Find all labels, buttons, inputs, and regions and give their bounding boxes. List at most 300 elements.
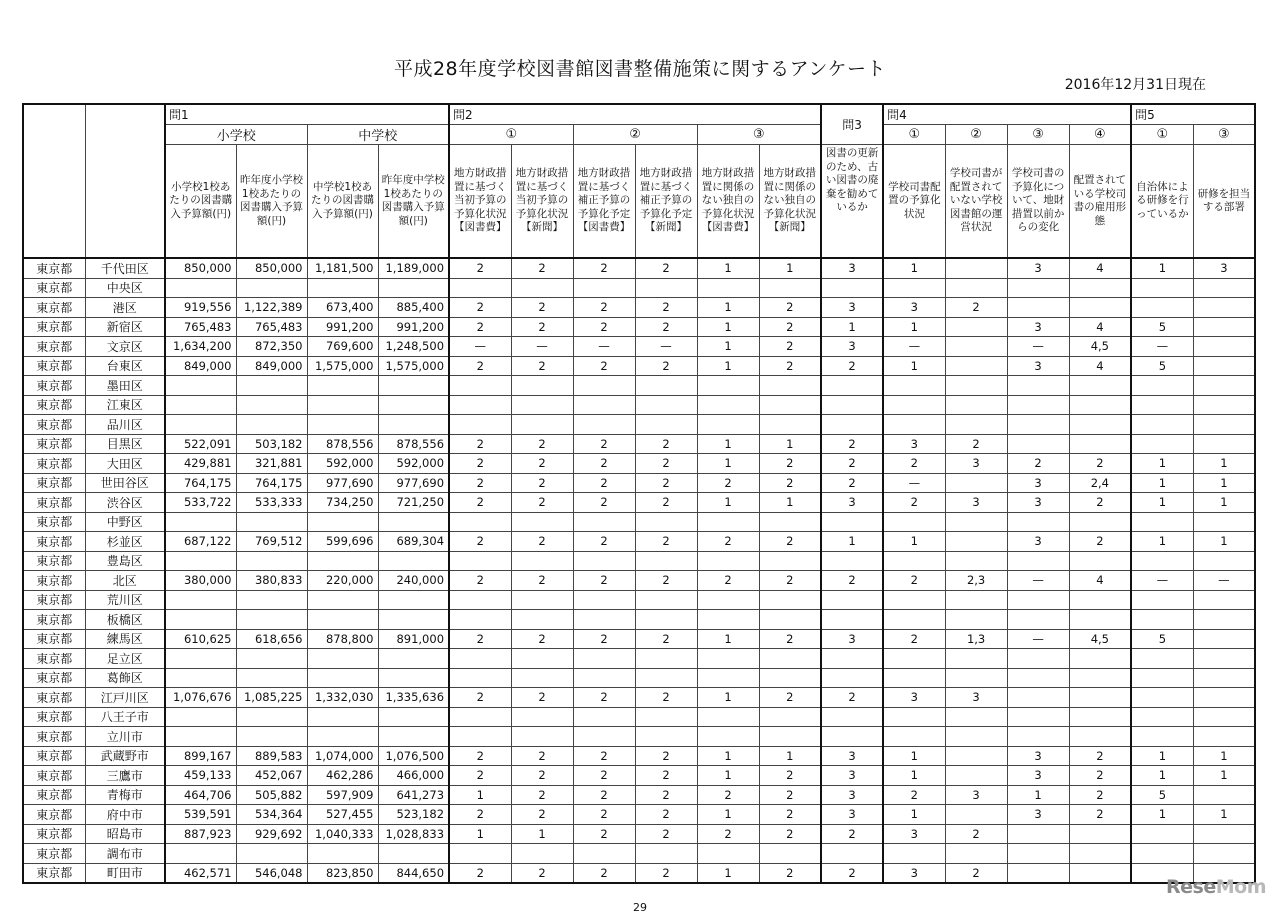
data-cell: 3: [821, 785, 883, 805]
data-cell: [307, 668, 378, 688]
data-cell: 2: [573, 805, 635, 825]
data-cell: 2: [635, 473, 697, 493]
data-cell: 1: [759, 434, 821, 454]
data-cell: [697, 590, 759, 610]
data-cell: 539,591: [165, 805, 236, 825]
data-cell: 2: [573, 863, 635, 883]
data-cell: [1131, 610, 1193, 630]
data-cell: 734,250: [307, 493, 378, 513]
data-cell: [635, 844, 697, 864]
data-cell: [945, 532, 1007, 552]
data-cell: 1: [821, 317, 883, 337]
table-row: [23, 454, 1255, 474]
city-cell: 葛飾区: [85, 668, 165, 688]
data-cell: [945, 473, 1007, 493]
data-cell: 1: [449, 785, 511, 805]
data-cell: —: [1131, 337, 1193, 357]
data-cell: 1: [1131, 454, 1193, 474]
data-cell: 3: [883, 298, 945, 318]
column-header: 地方財政措置に基づく当初予算の予算化状況【新聞】: [511, 145, 573, 259]
data-cell: [378, 376, 449, 396]
data-cell: [945, 805, 1007, 825]
data-cell: 1: [697, 317, 759, 337]
data-cell: 1: [1193, 493, 1255, 513]
data-cell: [511, 844, 573, 864]
data-cell: 597,909: [307, 785, 378, 805]
data-cell: 2: [759, 824, 821, 844]
data-cell: 1: [1131, 766, 1193, 786]
data-cell: 1: [697, 766, 759, 786]
data-cell: 2: [635, 824, 697, 844]
data-cell: 2: [511, 473, 573, 493]
city-cell: 文京区: [85, 337, 165, 357]
prefecture-cell: 東京都: [23, 473, 85, 493]
data-cell: [1069, 395, 1131, 415]
table-row: [23, 278, 1255, 298]
data-cell: 977,690: [378, 473, 449, 493]
column-header: 地方財政措置に関係のない独自の予算化状況【新聞】: [759, 145, 821, 259]
data-cell: 2: [883, 493, 945, 513]
data-cell: 2: [635, 298, 697, 318]
table-row: [23, 337, 1255, 357]
data-cell: [449, 395, 511, 415]
data-cell: [1069, 434, 1131, 454]
data-cell: —: [1007, 629, 1069, 649]
data-cell: 2: [883, 454, 945, 474]
prefecture-cell: 東京都: [23, 610, 85, 630]
data-cell: 2: [759, 454, 821, 474]
header-q5-1: ①: [1131, 125, 1193, 145]
data-cell: 2: [449, 493, 511, 513]
table-row: [23, 532, 1255, 552]
data-cell: 1: [883, 805, 945, 825]
data-cell: 3: [821, 746, 883, 766]
data-cell: [307, 590, 378, 610]
data-cell: 2,4: [1069, 473, 1131, 493]
data-cell: 1: [1131, 493, 1193, 513]
data-cell: 462,571: [165, 863, 236, 883]
data-cell: 2: [1007, 454, 1069, 474]
data-cell: [449, 415, 511, 435]
data-cell: [378, 610, 449, 630]
table-row: [23, 805, 1255, 825]
data-cell: [1069, 649, 1131, 669]
data-cell: 1,575,000: [307, 356, 378, 376]
data-cell: [1193, 590, 1255, 610]
data-cell: 1: [697, 356, 759, 376]
data-cell: [511, 512, 573, 532]
data-cell: [1131, 590, 1193, 610]
data-cell: [573, 844, 635, 864]
prefecture-cell: 東京都: [23, 863, 85, 883]
data-cell: 2: [449, 434, 511, 454]
data-cell: 2: [759, 571, 821, 591]
data-cell: [635, 512, 697, 532]
data-cell: [635, 415, 697, 435]
column-header: 学校司書配置の予算化状況: [883, 145, 945, 259]
data-cell: [945, 727, 1007, 747]
city-cell: 武蔵野市: [85, 746, 165, 766]
data-cell: [1007, 590, 1069, 610]
data-cell: [307, 551, 378, 571]
data-cell: 2: [635, 746, 697, 766]
data-cell: 2: [821, 473, 883, 493]
data-cell: 2: [511, 298, 573, 318]
data-cell: —: [1193, 571, 1255, 591]
data-cell: [697, 649, 759, 669]
data-cell: [1193, 298, 1255, 318]
data-cell: 464,706: [165, 785, 236, 805]
prefecture-cell: 東京都: [23, 707, 85, 727]
city-cell: 目黒区: [85, 434, 165, 454]
data-cell: 1: [1131, 532, 1193, 552]
prefecture-cell: 東京都: [23, 571, 85, 591]
city-cell: 千代田区: [85, 258, 165, 278]
data-cell: [378, 415, 449, 435]
data-cell: [1069, 727, 1131, 747]
data-cell: 1: [697, 805, 759, 825]
data-cell: [1007, 727, 1069, 747]
data-cell: [883, 590, 945, 610]
data-cell: [945, 668, 1007, 688]
data-cell: 459,133: [165, 766, 236, 786]
data-cell: [1069, 844, 1131, 864]
data-cell: 887,923: [165, 824, 236, 844]
data-cell: 1: [821, 532, 883, 552]
data-cell: [1007, 707, 1069, 727]
data-cell: 1,122,389: [236, 298, 307, 318]
header-elementary: 小学校: [165, 125, 307, 145]
data-cell: [883, 512, 945, 532]
prefecture-cell: 東京都: [23, 434, 85, 454]
data-cell: 3: [883, 824, 945, 844]
data-cell: [378, 668, 449, 688]
prefecture-cell: 東京都: [23, 512, 85, 532]
data-cell: [511, 551, 573, 571]
data-cell: 3: [945, 454, 1007, 474]
data-cell: —: [573, 337, 635, 357]
data-cell: [1131, 434, 1193, 454]
table-row: [23, 473, 1255, 493]
city-cell: 台東区: [85, 356, 165, 376]
data-cell: 2: [511, 356, 573, 376]
data-cell: [759, 395, 821, 415]
data-cell: 2: [573, 571, 635, 591]
data-cell: 2: [759, 688, 821, 708]
column-header: 配置されている学校司書の雇用形態: [1069, 145, 1131, 259]
data-cell: [378, 512, 449, 532]
data-cell: [449, 376, 511, 396]
data-cell: [573, 649, 635, 669]
table-row: [23, 610, 1255, 630]
city-cell: 世田谷区: [85, 473, 165, 493]
prefecture-cell: 東京都: [23, 805, 85, 825]
data-cell: 1: [697, 688, 759, 708]
data-cell: 2: [635, 766, 697, 786]
table-row: [23, 434, 1255, 454]
data-cell: 2: [883, 571, 945, 591]
data-cell: 452,067: [236, 766, 307, 786]
data-cell: 2: [821, 356, 883, 376]
table-row: [23, 493, 1255, 513]
city-cell: 大田区: [85, 454, 165, 474]
data-cell: 1: [449, 824, 511, 844]
data-cell: 429,881: [165, 454, 236, 474]
data-cell: 878,800: [307, 629, 378, 649]
table-row: [23, 298, 1255, 318]
column-header: 地方財政措置に基づく補正予算の予算化予定【新聞】: [635, 145, 697, 259]
data-cell: [945, 707, 1007, 727]
data-cell: [1193, 337, 1255, 357]
logo-text-2: Mom: [1215, 876, 1266, 898]
data-cell: 1,189,000: [378, 258, 449, 278]
prefecture-cell: 東京都: [23, 727, 85, 747]
data-cell: [236, 512, 307, 532]
data-cell: [1193, 395, 1255, 415]
data-cell: [635, 649, 697, 669]
data-cell: 844,650: [378, 863, 449, 883]
table-row: [23, 844, 1255, 864]
prefecture-cell: 東京都: [23, 493, 85, 513]
data-cell: 2: [697, 532, 759, 552]
data-cell: [945, 337, 1007, 357]
data-cell: [759, 707, 821, 727]
city-cell: 中央区: [85, 278, 165, 298]
data-cell: [821, 668, 883, 688]
data-cell: [697, 844, 759, 864]
data-cell: 2: [573, 532, 635, 552]
table-row: [23, 727, 1255, 747]
data-cell: [883, 610, 945, 630]
data-cell: [378, 590, 449, 610]
data-cell: [307, 649, 378, 669]
header-q5-3: ③: [1193, 125, 1255, 145]
data-cell: [449, 551, 511, 571]
data-cell: 380,833: [236, 571, 307, 591]
table-row: [23, 590, 1255, 610]
data-cell: 380,000: [165, 571, 236, 591]
data-cell: [1131, 512, 1193, 532]
data-cell: 2: [821, 454, 883, 474]
prefecture-cell: 東京都: [23, 454, 85, 474]
data-cell: [883, 395, 945, 415]
data-cell: [573, 727, 635, 747]
data-cell: 2: [449, 298, 511, 318]
data-cell: 546,048: [236, 863, 307, 883]
data-cell: [449, 727, 511, 747]
data-cell: 2: [511, 454, 573, 474]
data-cell: [1007, 415, 1069, 435]
data-cell: 1: [1193, 454, 1255, 474]
data-cell: [945, 512, 1007, 532]
data-cell: 2: [635, 785, 697, 805]
data-cell: [1007, 395, 1069, 415]
data-cell: [573, 668, 635, 688]
data-cell: 2: [1069, 746, 1131, 766]
data-cell: [449, 668, 511, 688]
data-cell: 885,400: [378, 298, 449, 318]
data-cell: 2: [635, 434, 697, 454]
data-cell: 769,600: [307, 337, 378, 357]
data-cell: 1: [697, 863, 759, 883]
data-cell: 878,556: [307, 434, 378, 454]
data-cell: 2: [821, 571, 883, 591]
data-cell: [1069, 415, 1131, 435]
data-cell: 2: [697, 473, 759, 493]
data-cell: [945, 258, 1007, 278]
data-cell: 2: [511, 688, 573, 708]
data-cell: 1,575,000: [378, 356, 449, 376]
data-cell: —: [883, 473, 945, 493]
city-cell: 港区: [85, 298, 165, 318]
data-cell: [511, 649, 573, 669]
data-cell: —: [449, 337, 511, 357]
data-cell: [165, 376, 236, 396]
data-cell: 2: [573, 317, 635, 337]
data-cell: —: [1007, 571, 1069, 591]
header-q1: 問1: [165, 104, 449, 125]
data-cell: [165, 278, 236, 298]
data-cell: [821, 649, 883, 669]
data-cell: [449, 707, 511, 727]
data-cell: 2: [449, 766, 511, 786]
city-cell: 町田市: [85, 863, 165, 883]
data-cell: 2: [759, 473, 821, 493]
data-cell: 2: [573, 258, 635, 278]
column-header: 学校司書の予算化について、地財措置以前からの変化: [1007, 145, 1069, 259]
header-city: [85, 104, 165, 258]
data-cell: [697, 610, 759, 630]
data-cell: [307, 844, 378, 864]
prefecture-cell: 東京都: [23, 590, 85, 610]
city-cell: 昭島市: [85, 824, 165, 844]
data-cell: [1069, 551, 1131, 571]
data-cell: 523,182: [378, 805, 449, 825]
data-cell: 641,273: [378, 785, 449, 805]
table-row: [23, 766, 1255, 786]
data-cell: 5: [1131, 317, 1193, 337]
prefecture-cell: 東京都: [23, 317, 85, 337]
data-cell: 2: [449, 688, 511, 708]
data-cell: 1: [883, 532, 945, 552]
data-cell: [1007, 844, 1069, 864]
data-cell: [1193, 434, 1255, 454]
data-cell: 673,400: [307, 298, 378, 318]
data-cell: 2: [635, 805, 697, 825]
data-cell: 2: [511, 258, 573, 278]
data-cell: [697, 551, 759, 571]
table-row: [23, 785, 1255, 805]
data-cell: 1,076,676: [165, 688, 236, 708]
data-cell: 2: [759, 805, 821, 825]
data-cell: [883, 844, 945, 864]
data-cell: [697, 512, 759, 532]
data-cell: 1: [1193, 473, 1255, 493]
data-cell: —: [635, 337, 697, 357]
header-q2: 問2: [449, 104, 821, 125]
data-cell: [1131, 727, 1193, 747]
data-cell: [236, 668, 307, 688]
data-cell: [1007, 434, 1069, 454]
data-cell: [635, 727, 697, 747]
data-cell: 2: [449, 863, 511, 883]
data-cell: 1: [883, 317, 945, 337]
data-cell: [236, 610, 307, 630]
data-cell: [1131, 668, 1193, 688]
data-cell: 2: [449, 317, 511, 337]
data-cell: 1: [697, 493, 759, 513]
data-cell: 3: [821, 258, 883, 278]
data-cell: 4: [1069, 317, 1131, 337]
data-cell: 1,076,500: [378, 746, 449, 766]
data-cell: [511, 707, 573, 727]
table-row: [23, 317, 1255, 337]
data-cell: [945, 746, 1007, 766]
data-cell: 321,881: [236, 454, 307, 474]
data-cell: [236, 707, 307, 727]
data-cell: 3: [883, 434, 945, 454]
city-cell: 府中市: [85, 805, 165, 825]
data-cell: 850,000: [236, 258, 307, 278]
data-cell: 765,483: [165, 317, 236, 337]
data-cell: [1069, 298, 1131, 318]
prefecture-cell: 東京都: [23, 395, 85, 415]
data-cell: [1007, 824, 1069, 844]
data-cell: [759, 610, 821, 630]
data-cell: 3: [1007, 473, 1069, 493]
data-cell: 2: [449, 356, 511, 376]
data-cell: [307, 278, 378, 298]
data-cell: [697, 415, 759, 435]
data-cell: [378, 395, 449, 415]
data-cell: [1007, 298, 1069, 318]
data-cell: 991,200: [307, 317, 378, 337]
prefecture-cell: 東京都: [23, 824, 85, 844]
data-cell: 2: [1069, 493, 1131, 513]
data-cell: 2: [945, 434, 1007, 454]
data-cell: 5: [1131, 356, 1193, 376]
data-cell: 2,3: [945, 571, 1007, 591]
data-cell: [511, 727, 573, 747]
data-cell: 466,000: [378, 766, 449, 786]
data-cell: 1,040,333: [307, 824, 378, 844]
data-cell: [1069, 668, 1131, 688]
data-cell: 4,5: [1069, 337, 1131, 357]
data-cell: [697, 727, 759, 747]
prefecture-cell: 東京都: [23, 746, 85, 766]
data-cell: [1069, 863, 1131, 883]
data-cell: 533,722: [165, 493, 236, 513]
data-cell: [1007, 512, 1069, 532]
data-cell: 2: [635, 532, 697, 552]
data-cell: 2: [635, 493, 697, 513]
data-cell: 2: [573, 824, 635, 844]
data-cell: [511, 376, 573, 396]
data-cell: [635, 590, 697, 610]
data-cell: 3: [1007, 746, 1069, 766]
data-cell: 1,085,225: [236, 688, 307, 708]
data-cell: —: [1007, 337, 1069, 357]
survey-table: [22, 103, 1256, 884]
city-cell: 豊島区: [85, 551, 165, 571]
data-cell: [945, 610, 1007, 630]
data-cell: 1: [1193, 532, 1255, 552]
data-cell: 2: [1069, 805, 1131, 825]
data-cell: [821, 376, 883, 396]
data-cell: 2: [573, 688, 635, 708]
data-cell: [759, 415, 821, 435]
data-cell: [165, 590, 236, 610]
